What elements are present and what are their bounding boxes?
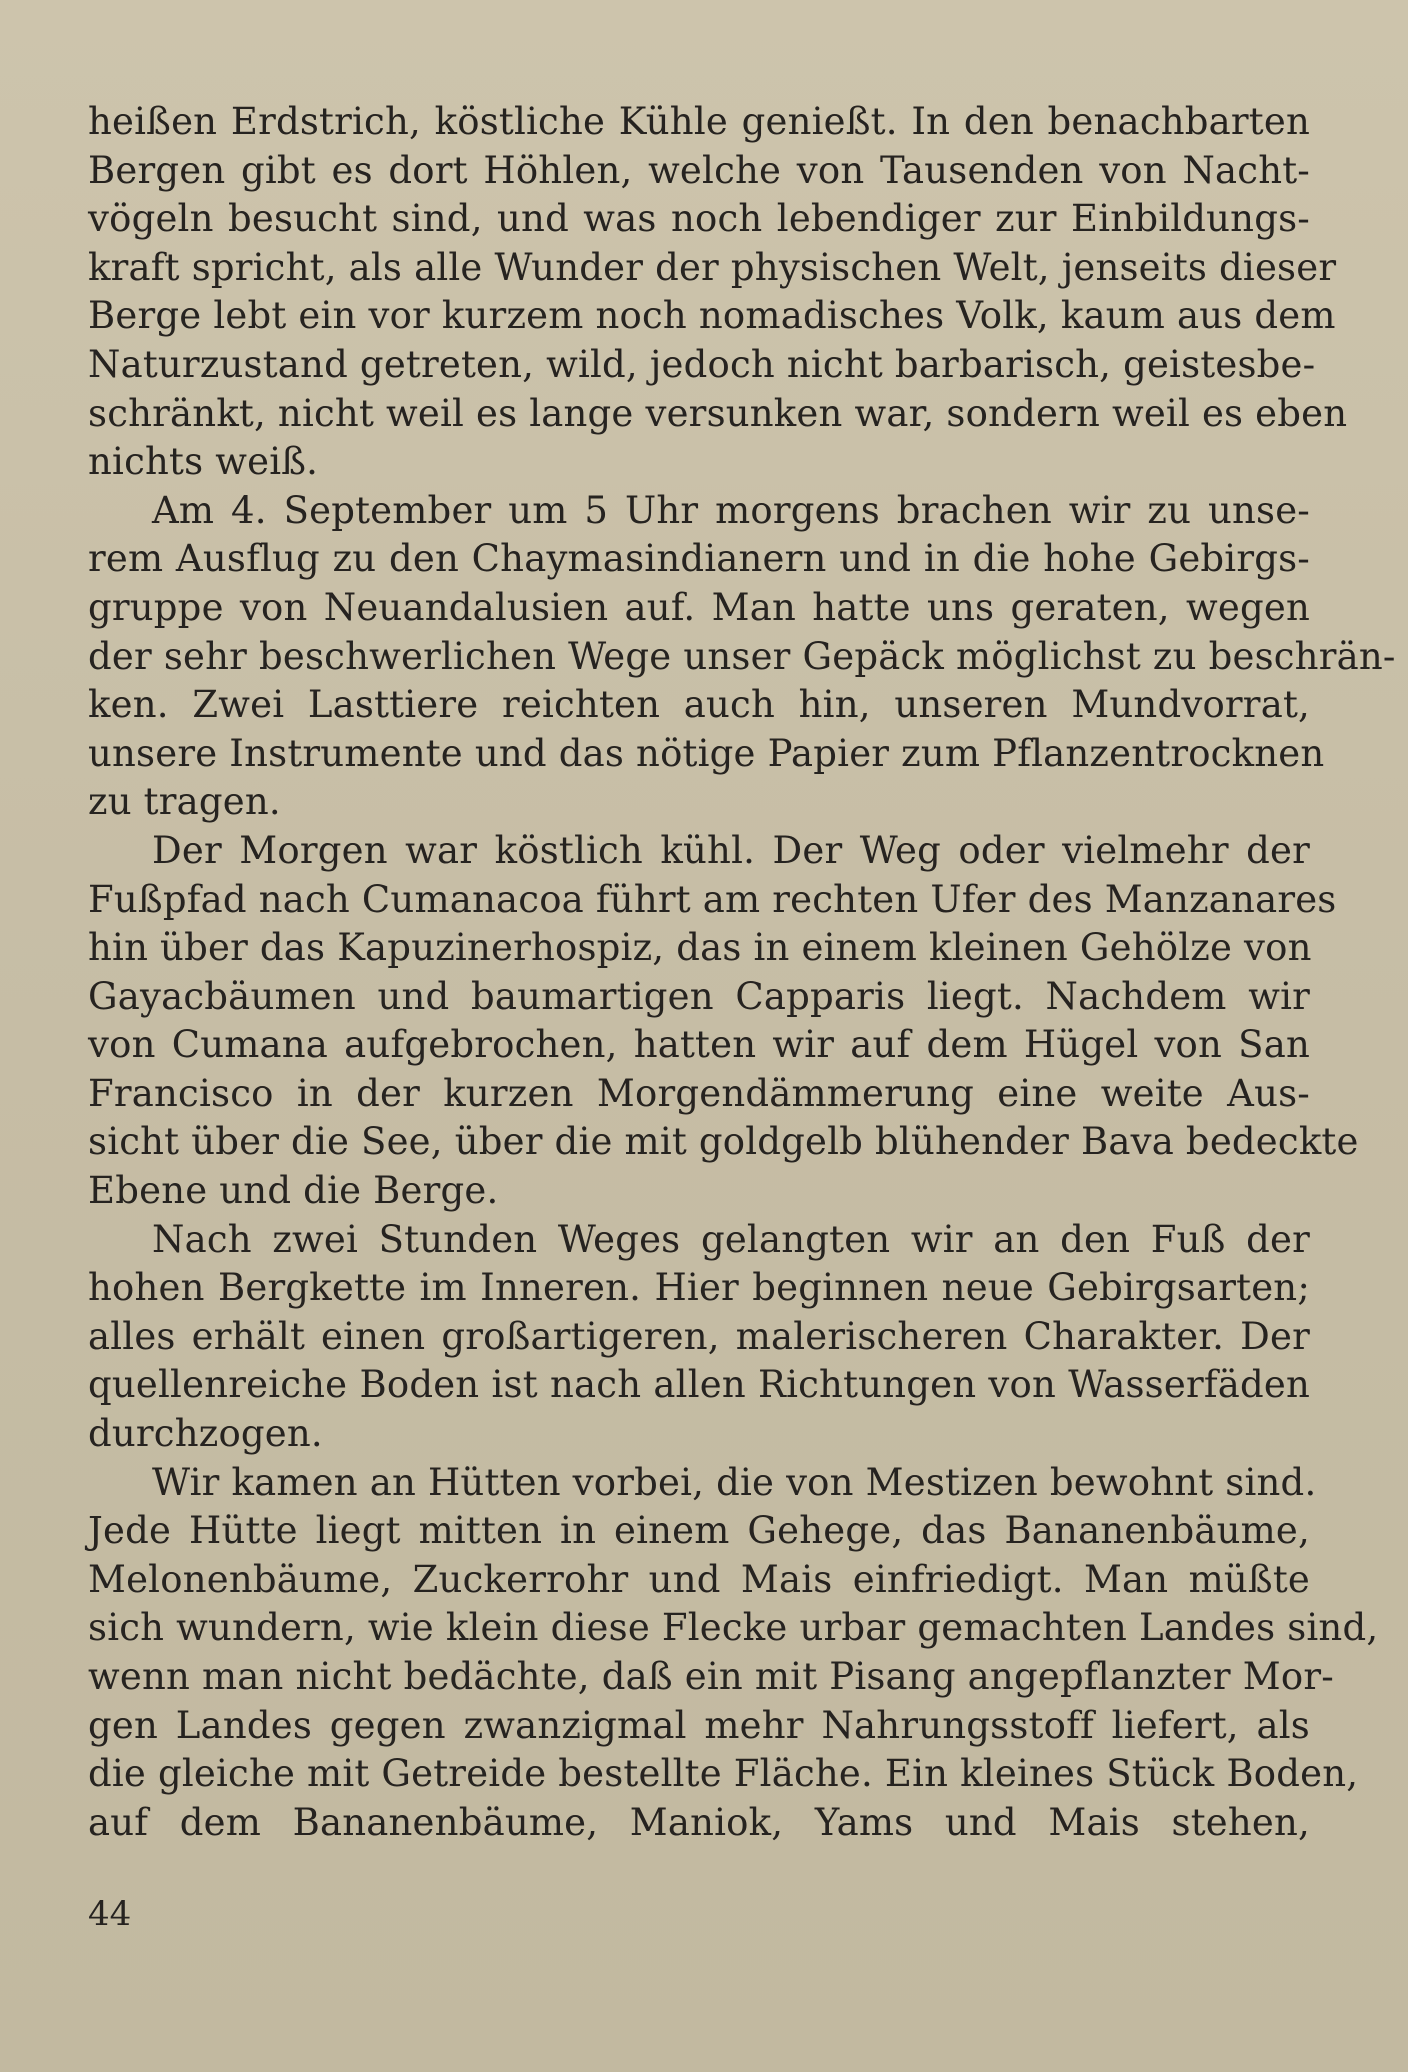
text-line: ken. Zwei Lasttiere reichten auch hin, unseren Mundvorrat,: [88, 683, 1310, 727]
page-number: 44: [88, 1894, 132, 1934]
text-line: sich wundern, wie klein diese Flecke urbar gemachten Landes sind,: [88, 1606, 1379, 1650]
text-line: Ebene und die Berge.: [88, 1169, 499, 1213]
text-line: durchzogen.: [88, 1412, 323, 1456]
text-line: sicht über die See, über die mit goldgelb blühender Bava bedeckte: [88, 1120, 1359, 1164]
text-line: Melonenbäume, Zuckerrohr und Mais einfriedigt. Man müßte: [88, 1557, 1310, 1601]
text-line: Francisco in der kurzen Morgendämmerung eine weite Aus-: [88, 1071, 1310, 1115]
paragraph-first-line: Am 4. September um 5 Uhr morgens brachen wir zu unse-: [152, 488, 1310, 532]
text-line: der sehr beschwerlichen Wege unser Gepäck möglichst zu beschrän-: [88, 634, 1396, 678]
text-line: rem Ausflug zu den Chaymasindianern und in die hohe Gebirgs-: [88, 537, 1310, 581]
text-line: Naturzustand getreten, wild, jedoch nicht barbarisch, geistesbe-: [88, 342, 1316, 386]
text-line: wenn man nicht bedächte, daß ein mit Pisang angepflanzter Mor-: [88, 1655, 1334, 1698]
text-line: auf dem Bananenbäume, Maniok, Yams und Mais stehen,: [88, 1800, 1310, 1844]
paragraph-first-line: Nach zwei Stunden Weges gelangten wir an den Fuß der: [152, 1217, 1310, 1261]
text-line: alles erhält einen großartigeren, malerischeren Charakter. Der: [88, 1314, 1310, 1358]
text-line: heißen Erdstrich, köstliche Kühle genießt. In den benachbarten: [88, 100, 1310, 143]
text-line: Berge lebt ein vor kurzem noch nomadisches Volk, kaum aus dem: [88, 294, 1336, 338]
text-line: Fußpfad nach Cumanacoa führt am rechten Ufer des Manzanares: [88, 877, 1337, 921]
text-line: gruppe von Neuandalusien auf. Man hatte uns geraten, wegen: [88, 585, 1310, 629]
paragraph-first-line: Wir kamen an Hütten vorbei, die von Mestizen bewohnt sind.: [152, 1460, 1317, 1504]
text-line: Jede Hütte liegt mitten in einem Gehege, das Bananenbäume,: [88, 1509, 1310, 1553]
text-line: schränkt, nicht weil es lange versunken war, sondern weil es eben: [88, 391, 1348, 435]
text-line: Gayacbäumen und baumartigen Capparis liegt. Nachdem wir: [88, 974, 1310, 1018]
body-text: [88, 98, 1396, 1847]
text-line: die gleiche mit Getreide bestellte Fläche. Ein kleines Stück Boden,: [88, 1752, 1359, 1796]
text-line: nichts weiß.: [88, 440, 319, 484]
text-line: hin über das Kapuzinerhospiz, das in einem kleinen Gehölze von: [88, 926, 1312, 970]
text-line: unsere Instrumente und das nötige Papier zum Pflanzentrocknen: [88, 731, 1325, 775]
paragraph-first-line: Der Morgen war köstlich kühl. Der Weg oder vielmehr der: [152, 828, 1310, 872]
text-line: hohen Bergkette im Inneren. Hier beginnen neue Gebirgsarten;: [88, 1266, 1310, 1310]
text-line: quellenreiche Boden ist nach allen Richtungen von Wasserfäden: [88, 1363, 1310, 1407]
text-line: kraft spricht, als alle Wunder der physischen Welt, jenseits dieser: [88, 245, 1337, 289]
text-line: von Cumana aufgebrochen, hatten wir auf dem Hügel von San: [88, 1023, 1310, 1067]
text-line: Bergen gibt es dort Höhlen, welche von Tausenden von Nacht-: [88, 148, 1310, 192]
text-line: vögeln besucht sind, und was noch lebendiger zur Einbildungs-: [88, 197, 1310, 241]
text-line: gen Landes gegen zwanzigmal mehr Nahrungsstoff liefert, als: [88, 1703, 1310, 1747]
text-line: zu tragen.: [88, 780, 281, 824]
